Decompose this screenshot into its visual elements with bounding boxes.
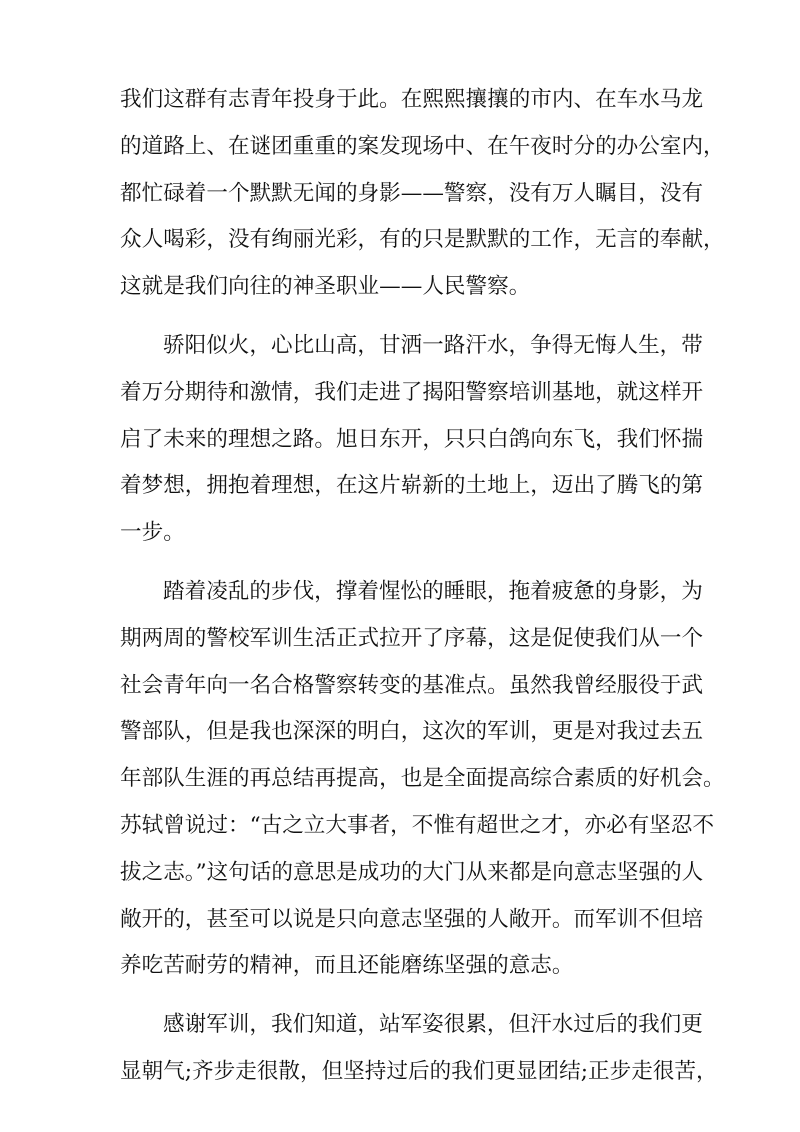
text-line: 期两周的警校军训生活正式拉开了序幕，这是促使我们从一个 (120, 625, 704, 651)
text-line: 社会青年向一名合格警察转变的基准点。虽然我曾经服役于武 (120, 672, 704, 698)
text-line: 苏轼曾说过：“古之立大事者，不惟有超世之才，亦必有坚忍不 (120, 812, 715, 838)
document-page (120, 77, 725, 1108)
paragraph (120, 1002, 718, 1096)
paragraph (120, 569, 725, 990)
text-line: 一步。 (120, 520, 185, 546)
text-line: 骄阳似火，心比山高，甘洒一路汗水，争得无悔人生，带 (163, 332, 703, 358)
text-line: 警部队，但是我也深深的明白，这次的军训，更是对我过去五 (120, 719, 704, 745)
text-line: 养吃苦耐劳的精神，而且还能磨练坚强的意志。 (120, 953, 574, 979)
text-line: 着万分期待和激情，我们走进了揭阳警察培训基地，就这样开 (120, 379, 704, 405)
text-line: 我们这群有志青年投身于此。在熙熙攘攘的市内、在车水马龙 (120, 87, 704, 112)
text-line: 这就是我们向往的神圣职业——人民警察。 (120, 274, 531, 300)
text-line: 众人喝彩，没有绚丽光彩，有的只是默默的工作，无言的奉献， (120, 227, 725, 253)
text-line: 启了未来的理想之路。旭日东开，只只白鸽向东飞，我们怀揣 (120, 426, 704, 452)
text-line: 着梦想，拥抱着理想，在这片崭新的土地上，迈出了腾飞的第 (120, 473, 704, 499)
text-line: 显朝气;齐步走很散，但坚持过后的我们更显团结;正步走很苦， (120, 1058, 718, 1084)
text-line: 感谢军训，我们知道，站军姿很累，但汗水过后的我们更 (163, 1012, 703, 1038)
text-line: 年部队生涯的再总结再提高，也是全面提高综合素质的好机会。 (120, 766, 725, 792)
text-line: 的道路上、在谜团重重的案发现场中、在午夜时分的办公室内， (120, 133, 725, 159)
text-line: 拔之志。”这句话的意思是成功的大门从来都是向意志坚强的人 (120, 859, 704, 885)
paragraph (120, 77, 725, 311)
text-line: 都忙碌着一个默默无闻的身影——警察，没有万人瞩目，没有 (120, 180, 704, 206)
paragraph (120, 323, 704, 557)
text-line: 敞开的，甚至可以说是只向意志坚强的人敞开。而军训不但培 (120, 906, 704, 932)
text-line: 踏着凌乱的步伐，撑着惺忪的睡眼，拖着疲惫的身影，为 (163, 578, 703, 604)
